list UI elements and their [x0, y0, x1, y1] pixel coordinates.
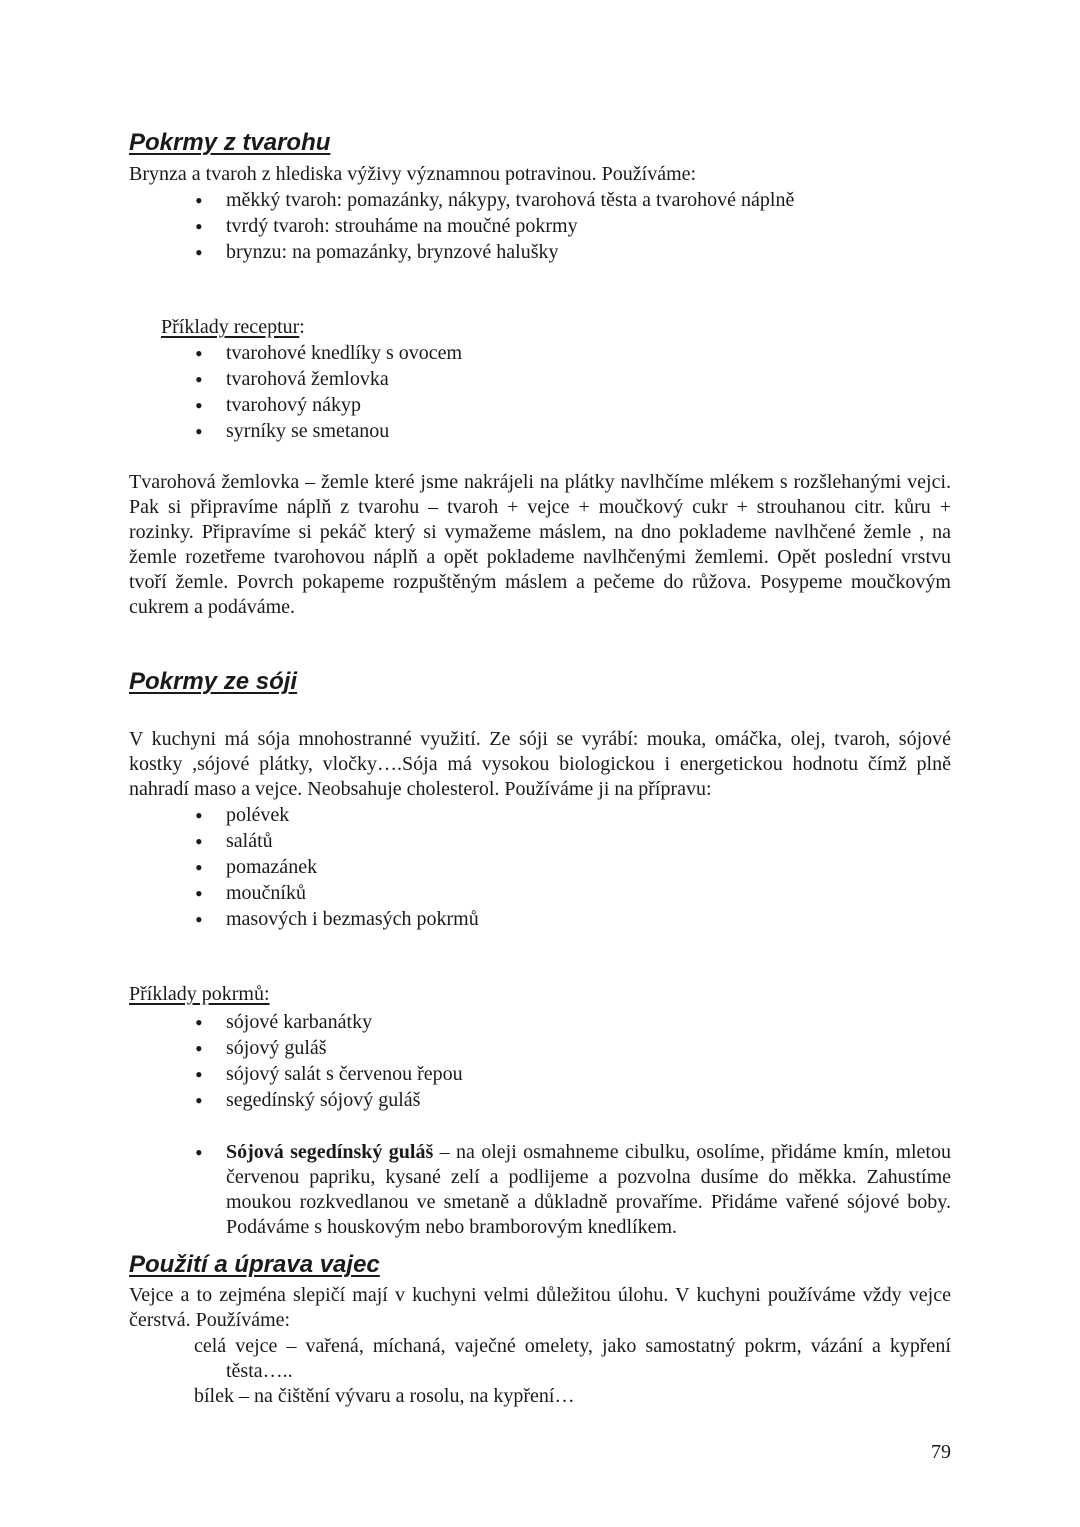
section-intro: Vejce a to zejména slepičí mají v kuchyni velmi důležitou úlohu. V kuchyni používáme vždy vejce čerstvá. Používáme:: [129, 1284, 951, 1331]
recipe-list: [129, 1140, 951, 1240]
list-item: • sójový salát s červenou řepou: [129, 1062, 951, 1087]
examples-heading: [129, 315, 951, 340]
section-title-tvaroh: Pokrmy z tvarohu: [129, 129, 331, 156]
examples-list: [129, 1010, 951, 1113]
eggs-item: celá vejce – vařená, míchaná, vaječné omelety, jako samostatný pokrm, vázání a kypření těsta…..: [194, 1335, 951, 1382]
section-title-soja: Pokrmy ze sóji: [129, 668, 298, 695]
examples-label: Příklady pokrmů:: [129, 983, 270, 1005]
recipe-text: – na oleji osmahneme cibulku, osolíme, přidáme kmín, mletou červenou papriku, kysané zelí a podlijeme a pozvolna dusíme do měkka. Zahustíme moukou rozkvedlanou ve smetaně a důkladně provaříme. Přidáme vařené sójové boby. Podáváme s houskovým nebo bramborovým knedlíkem.: [226, 1141, 951, 1238]
uses-list: [129, 188, 951, 265]
list-item: • moučníků: [129, 881, 951, 906]
eggs-item: bílek – na čištění vývaru a rosolu, na kypření…: [194, 1385, 575, 1407]
list-item: • tvarohové knedlíky s ovocem: [129, 341, 951, 366]
examples-colon: :: [299, 316, 305, 338]
section-title-vejce: Použití a úprava vajec: [129, 1251, 380, 1278]
page-content: [129, 128, 951, 1409]
list-item: • brynzu: na pomazánky, brynzové halušky: [129, 240, 951, 265]
page-number: 79: [931, 1441, 951, 1463]
recipe-paragraph: Tvarohová žemlovka – žemle které jsme nakrájeli na plátky navlhčíme mlékem s rozšlehanými vejci. Pak si připravíme náplň z tvarohu – tvaroh + vejce + moučkový cukr + strouhanou citr. kůru + rozinky. Připravíme si pekáč který si vymažeme máslem, na dno poklademe navlhčené žemle , na žemle rozetřeme tvarohovou náplň a opět poklademe navlhčenými žemlemi. Opět poslední vrstvu tvoří žemle. Povrch pokapeme rozpuštěným máslem a pečeme do růžova. Posypeme moučkovým cukrem a podáváme.: [129, 471, 951, 618]
list-item: • syrníky se smetanou: [129, 419, 951, 444]
examples-list: [129, 341, 951, 444]
list-item: • tvarohový nákyp: [129, 393, 951, 418]
list-item: • sójový guláš: [129, 1036, 951, 1061]
list-item: • tvrdý tvaroh: strouháme na moučné pokrmy: [129, 214, 951, 239]
list-item: • měkký tvaroh: pomazánky, nákypy, tvarohová těsta a tvarohové náplně: [129, 188, 951, 213]
section-intro: V kuchyni má sója mnohostranné využití. Ze sóji se vyrábí: mouka, omáčka, olej, tvaroh, sójové kostky ,sójové plátky, vločky….Sója má vysokou biologickou i energetickou hodnotu čímž plně nahradí maso a vejce. Neobsahuje cholesterol. Používáme ji na přípravu:: [129, 728, 951, 800]
uses-list: [129, 803, 951, 932]
list-item: • masových i bezmasých pokrmů: [129, 907, 951, 932]
recipe-title: Sójová segedínský guláš: [226, 1141, 434, 1163]
list-item: • tvarohová žemlovka: [129, 367, 951, 392]
examples-label: Příklady receptur: [161, 316, 300, 338]
list-item: • sójové karbanátky: [129, 1010, 951, 1035]
list-item: • salátů: [129, 829, 951, 854]
list-item: • pomazánek: [129, 855, 951, 880]
section-intro: Brynza a tvaroh z hlediska výživy významnou potravinou. Používáme:: [129, 163, 697, 185]
list-item: • segedínský sójový guláš: [129, 1088, 951, 1113]
list-item: • polévek: [129, 803, 951, 828]
recipe-item: [129, 1140, 951, 1240]
examples-heading: [129, 982, 951, 1007]
